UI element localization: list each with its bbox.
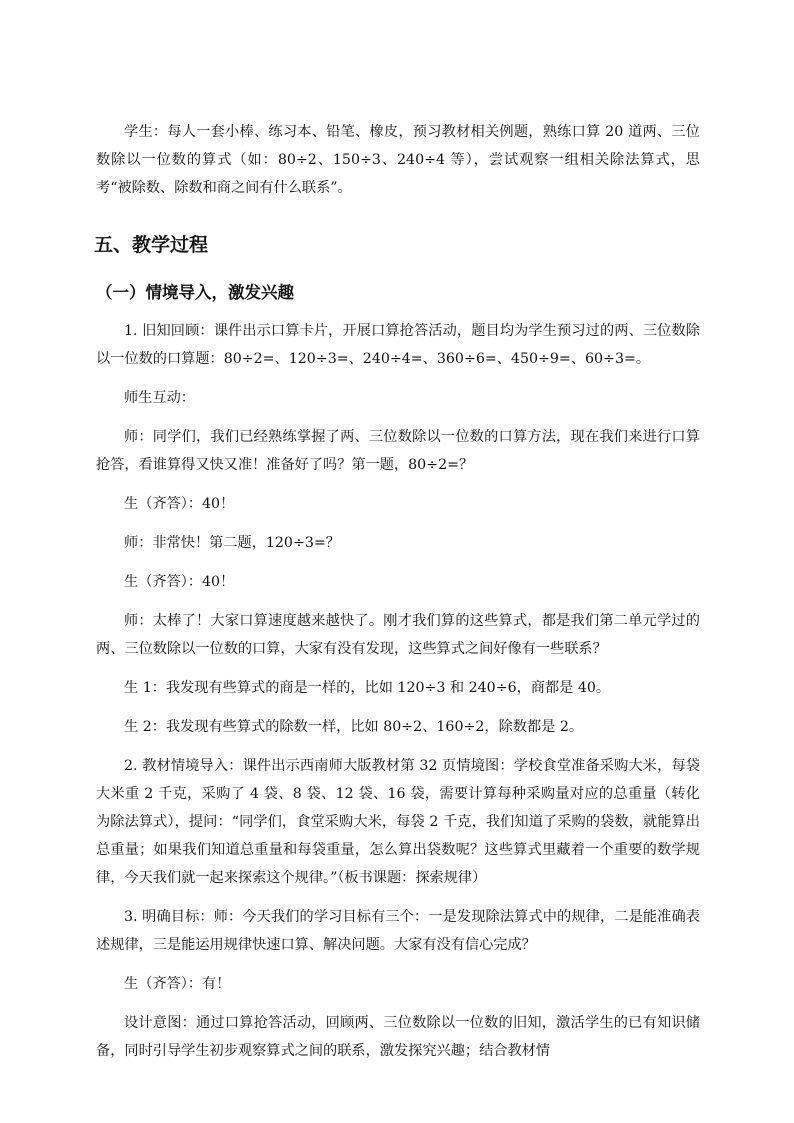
paragraph-review: 1. 旧知回顾：课件出示口算卡片，开展口算抢答活动，题目均为学生预习过的两、三位数除以一位数的口算题：80÷2=、120÷3=、240÷4=、360÷6=、450÷9=、60÷3=。 — [96, 323, 700, 367]
intro-paragraph: 学生：每人一套小棒、练习本、铅笔、橡皮，预习教材相关例题，熟练口算 20 道两、三位数除以一位数的算式（如：80÷2、150÷3、240÷4 等），尝试观察一组相关除法算式，思考“被除数、除数和商之间有什么联系”。 — [96, 124, 700, 196]
paragraph-teacher-1: 师：同学们，我们已经熟练掌握了两、三位数除以一位数的口算方法，现在我们来进行口算抢答，看谁算得又快又准！准备好了吗？第一题，80÷2=？ — [96, 429, 700, 473]
paragraph-objectives: 3. 明确目标：师：今天我们的学习目标有三个：一是发现除法算式中的规律，二是能准确表述规律，三是能运用规律快速口算、解决问题。大家有没有信心完成？ — [96, 909, 700, 953]
paragraph-textbook-context: 2. 教材情境导入：课件出示西南师大版教材第 32 页情境图：学校食堂准备采购大米，每袋大米重 2 千克，采购了 4 袋、8 袋、12 袋、16 袋，需要计算每种采购量对应的总重量（转化为除法算式），提问：“同学们，食堂采购大米，每袋 2 千克，我们知道了采购的袋数，就能算出总重量；如果我们知道总重量和每袋重量，怎么算出袋数呢？这些算式里藏着一个重要的数学规律，今天我们就一起来探索这个规律。”（板书课题：探索规律） — [96, 758, 700, 886]
paragraph-design-intent: 设计意图：通过口算抢答活动，回顾两、三位数除以一位数的旧知，激活学生的已有知识储备，同时引导学生初步观察算式之间的联系，激发探究兴趣；结合教材情 — [96, 1015, 700, 1059]
paragraph-student-answer-1: 生（齐答）：40！ — [124, 496, 235, 512]
paragraph-interaction-label: 师生互动： — [124, 390, 195, 406]
paragraph-teacher-3: 师：太棒了！大家口算速度越来越快了。刚才我们算的这些算式，都是我们第二单元学过的两、三位数除以一位数的口算，大家有没有发现，这些算式之间好像有一些联系？ — [96, 613, 700, 657]
paragraph-student-1: 生 1：我发现有些算式的商是一样的，比如 120÷3 和 240÷6，商都是 40。 — [124, 680, 611, 696]
paragraph-student-2: 生 2：我发现有些算式的除数一样，比如 80÷2、160÷2，除数都是 2。 — [124, 719, 584, 735]
section-heading: 五、教学过程 — [94, 234, 209, 256]
document-page — [96, 118, 700, 1076]
paragraph-student-answer-2: 生（齐答）：40！ — [124, 574, 235, 590]
paragraph-teacher-2: 师：非常快！第二题，120÷3=？ — [124, 535, 340, 551]
paragraph-student-answer-3: 生（齐答）：有！ — [124, 976, 231, 992]
subsection-heading: （一）情境导入，激发兴趣 — [96, 283, 294, 302]
